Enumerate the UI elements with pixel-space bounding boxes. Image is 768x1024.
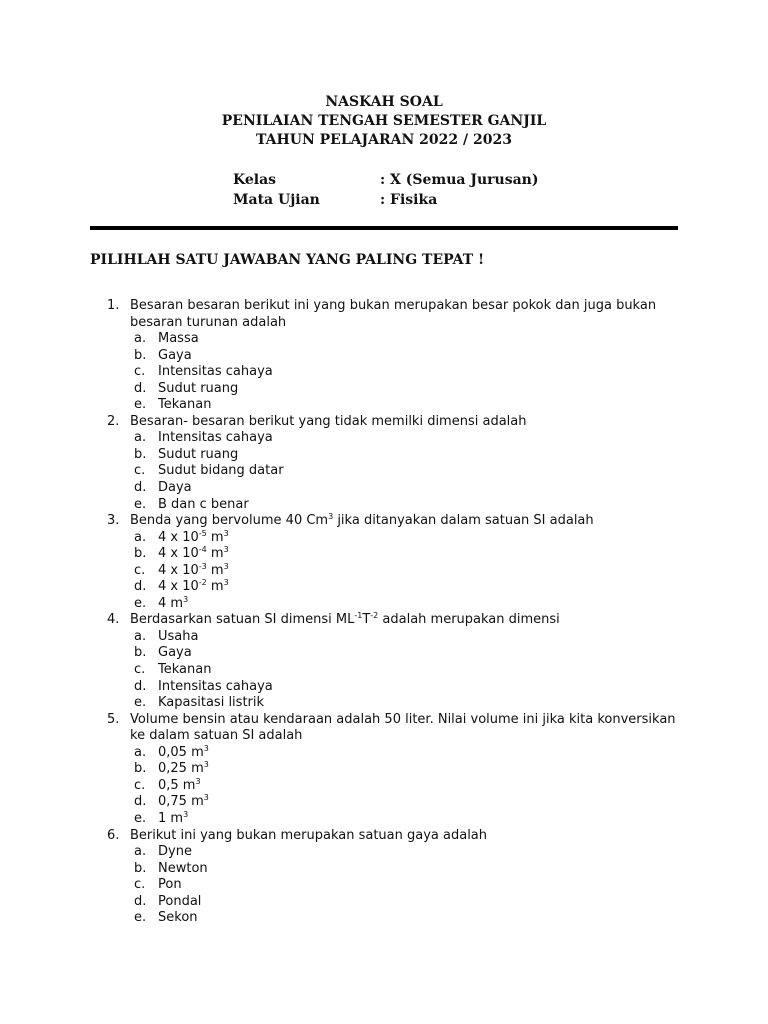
subject-row xyxy=(233,190,538,210)
option-text: Intensitas cahaya xyxy=(158,430,273,446)
answer-option xyxy=(107,761,682,778)
answer-option xyxy=(107,563,682,580)
question-text: Besaran- besaran berikut yang tidak memilki dimensi adalah xyxy=(130,413,527,429)
option-text xyxy=(158,563,229,580)
question-number: 5. xyxy=(107,711,120,727)
option-letter: d. xyxy=(134,794,147,810)
option-text: Kapasitasi listrik xyxy=(158,695,265,711)
answer-option xyxy=(107,745,682,762)
superscript: 3 xyxy=(223,578,229,588)
question-list xyxy=(107,298,682,927)
option-letter: a. xyxy=(134,529,147,545)
answer-option xyxy=(107,844,682,861)
answer-option xyxy=(107,447,682,464)
text-segment: 1 m xyxy=(158,810,184,826)
answer-option xyxy=(107,629,682,646)
question-text xyxy=(130,513,682,530)
option-letter: e. xyxy=(134,595,147,611)
answer-option xyxy=(107,877,682,894)
superscript: -2 xyxy=(198,578,207,588)
answer-option xyxy=(107,778,682,795)
option-letter: b. xyxy=(134,446,147,462)
option-letter: e. xyxy=(134,397,147,413)
option-text: Intensitas cahaya xyxy=(158,364,273,380)
question-number: 4. xyxy=(107,612,120,628)
answer-option xyxy=(107,497,682,514)
superscript: 3 xyxy=(223,528,229,538)
question-row xyxy=(107,612,682,629)
option-text xyxy=(158,778,201,795)
answer-option xyxy=(107,530,682,547)
option-text: Pondal xyxy=(158,893,202,909)
option-text: Sudut ruang xyxy=(158,446,239,462)
option-letter: a. xyxy=(134,430,147,446)
option-letter: e. xyxy=(134,910,147,926)
option-letter: c. xyxy=(134,777,146,793)
option-text xyxy=(158,761,209,778)
question-row xyxy=(107,298,682,331)
class-row xyxy=(233,170,538,190)
answer-option xyxy=(107,662,682,679)
text-segment: Benda yang bervolume 40 Cm xyxy=(130,513,329,529)
answer-option xyxy=(107,463,682,480)
question-row xyxy=(107,828,682,845)
option-text: Intensitas cahaya xyxy=(158,678,273,694)
class-value: : X (Semua Jurusan) xyxy=(380,172,539,188)
superscript: 3 xyxy=(195,776,201,786)
text-segment: m xyxy=(206,546,224,562)
option-text: Gaya xyxy=(158,645,192,661)
superscript: -5 xyxy=(198,528,207,538)
option-text: Gaya xyxy=(158,347,192,363)
answer-option xyxy=(107,794,682,811)
option-text: Sekon xyxy=(158,910,198,926)
question-row xyxy=(107,414,682,431)
option-letter: e. xyxy=(134,496,147,512)
text-segment: m xyxy=(206,562,224,578)
question-number: 6. xyxy=(107,827,120,843)
option-letter: d. xyxy=(134,579,147,595)
answer-option xyxy=(107,695,682,712)
text-segment: m xyxy=(206,579,224,595)
question-item xyxy=(107,612,682,711)
answer-option xyxy=(107,381,682,398)
option-text: Tekanan xyxy=(158,662,212,678)
question-item xyxy=(107,513,682,612)
option-letter: d. xyxy=(134,893,147,909)
superscript: -1 xyxy=(354,611,363,621)
answer-option xyxy=(107,348,682,365)
option-letter: c. xyxy=(134,463,146,479)
option-text xyxy=(158,530,229,547)
text-segment: 0,75 m xyxy=(158,794,204,810)
question-number: 3. xyxy=(107,513,120,529)
superscript: 3 xyxy=(328,512,334,522)
option-text xyxy=(158,596,188,613)
text-segment: T xyxy=(362,612,371,628)
answer-option xyxy=(107,596,682,613)
answer-option xyxy=(107,811,682,828)
option-text: Dyne xyxy=(158,844,192,860)
superscript: 3 xyxy=(203,760,209,770)
text-segment: 4 x 10 xyxy=(158,546,199,562)
question-row xyxy=(107,712,682,745)
superscript: 3 xyxy=(183,809,189,819)
text-segment: Berdasarkan satuan SI dimensi ML xyxy=(130,612,355,628)
option-letter: b. xyxy=(134,546,147,562)
class-label: Kelas xyxy=(233,172,277,188)
superscript: 3 xyxy=(203,743,209,753)
option-letter: c. xyxy=(134,877,146,893)
option-letter: b. xyxy=(134,860,147,876)
option-letter: c. xyxy=(134,562,146,578)
superscript: -3 xyxy=(198,561,207,571)
question-text: Berikut ini yang bukan merupakan satuan gaya adalah xyxy=(130,827,488,843)
option-text: Sudut ruang xyxy=(158,380,239,396)
superscript: 3 xyxy=(203,793,209,803)
text-segment: 4 x 10 xyxy=(158,579,199,595)
question-item xyxy=(107,298,682,414)
option-letter: e. xyxy=(134,810,147,826)
option-letter: d. xyxy=(134,678,147,694)
answer-option xyxy=(107,579,682,596)
question-row xyxy=(107,513,682,530)
header-divider xyxy=(90,226,678,230)
option-letter: d. xyxy=(134,480,147,496)
option-text: Newton xyxy=(158,860,208,876)
answer-option xyxy=(107,910,682,927)
text-segment: 4 x 10 xyxy=(158,562,199,578)
option-letter: a. xyxy=(134,844,147,860)
text-segment: m xyxy=(206,529,224,545)
option-letter: c. xyxy=(134,364,146,380)
answer-option xyxy=(107,645,682,662)
superscript: -4 xyxy=(198,545,207,555)
option-letter: c. xyxy=(134,662,146,678)
option-text xyxy=(158,546,229,563)
text-segment: 0,25 m xyxy=(158,761,204,777)
option-letter: e. xyxy=(134,695,147,711)
option-letter: a. xyxy=(134,744,147,760)
text-segment: 4 x 10 xyxy=(158,529,199,545)
option-text xyxy=(158,745,209,762)
question-item xyxy=(107,828,682,927)
answer-option xyxy=(107,480,682,497)
instruction: PILIHLAH SATU JAWABAN YANG PALING TEPAT ! xyxy=(90,252,485,268)
text-segment: 0,5 m xyxy=(158,777,196,793)
text-segment: 4 m xyxy=(158,595,184,611)
text-segment: 0,05 m xyxy=(158,744,204,760)
answer-option xyxy=(107,331,682,348)
subject-value: : Fisika xyxy=(380,192,438,208)
answer-option xyxy=(107,364,682,381)
text-segment: adalah merupakan dimensi xyxy=(378,612,560,628)
option-text xyxy=(158,794,209,811)
question-text: Volume bensin atau kendaraan adalah 50 liter. Nilai volume ini jika kita konversikan ke dalam satuan SI adalah xyxy=(130,711,676,744)
question-number: 1. xyxy=(107,298,120,313)
answer-option xyxy=(107,430,682,447)
option-text: Sudut bidang datar xyxy=(158,463,284,479)
header-title: NASKAH SOAL xyxy=(325,94,443,110)
option-text: Massa xyxy=(158,331,199,347)
option-letter: d. xyxy=(134,380,147,396)
superscript: -2 xyxy=(370,611,379,621)
option-text: Daya xyxy=(158,480,192,496)
answer-option xyxy=(107,894,682,911)
option-text xyxy=(158,811,188,828)
superscript: 3 xyxy=(223,545,229,555)
text-segment: jika ditanyakan dalam satuan SI adalah xyxy=(333,513,594,529)
option-letter: a. xyxy=(134,331,147,347)
question-item xyxy=(107,712,682,828)
answer-option xyxy=(107,546,682,563)
exam-info xyxy=(233,170,538,210)
option-text: Pon xyxy=(158,877,182,893)
header-year: TAHUN PELAJARAN 2022 / 2023 xyxy=(256,132,512,148)
option-text xyxy=(158,579,229,596)
superscript: 3 xyxy=(223,561,229,571)
answer-option xyxy=(107,397,682,414)
superscript: 3 xyxy=(183,594,189,604)
question-number: 2. xyxy=(107,413,120,429)
header-subtitle: PENILAIAN TENGAH SEMESTER GANJIL xyxy=(221,113,547,129)
option-letter: b. xyxy=(134,347,147,363)
option-text: Usaha xyxy=(158,628,199,644)
option-letter: b. xyxy=(134,761,147,777)
option-text: Tekanan xyxy=(158,397,212,413)
question-text xyxy=(130,612,682,629)
answer-option xyxy=(107,679,682,696)
answer-option xyxy=(107,861,682,878)
subject-label: Mata Ujian xyxy=(233,192,320,208)
option-letter: b. xyxy=(134,645,147,661)
option-letter: a. xyxy=(134,628,147,644)
option-text: B dan c benar xyxy=(158,496,249,512)
question-item xyxy=(107,414,682,513)
document-header xyxy=(0,93,768,150)
question-text: Besaran besaran berikut ini yang bukan merupakan besar pokok dan juga bukan besaran turunan adalah xyxy=(130,298,657,330)
